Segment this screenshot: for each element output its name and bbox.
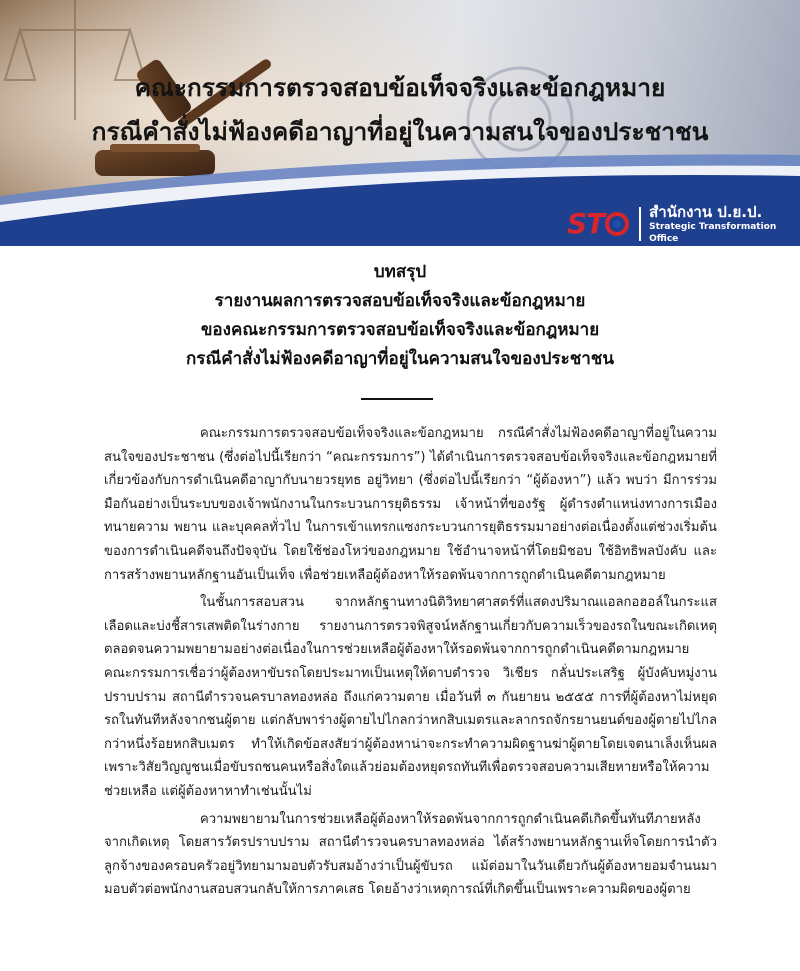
summary-heading [0, 258, 800, 374]
header-banner [0, 0, 800, 246]
summary-line3: ของคณะกรรมการตรวจสอบข้อเท็จจริงและข้อกฎหมาย [200, 320, 600, 340]
paragraph-3: ความพยายามในการช่วยเหลือผู้ต้องหาให้รอดพ้นจากการถูกดำเนินคดีเกิดขึ้นทันทีภายหลังจากเกิดเหตุ โดยสารวัตรปราบปราม สถานีตำรวจนครบาลทองหล่อ ได้สร้างพยานหลักฐานเท็จโดยการนำตัวลูกจ้างของครอบครัวอยู่วิทยามามอบตัวรับสมอ้างว่าเป็นผู้ขับรถ แม้ต่อมาในวันเดียวกันผู้ต้องหายอมจำนนมามอบตัวต่อพนักงานสอบสวนกลับให้การภาคเสธ โดยอ้างว่าเหตุการณ์ที่เกิดขึ้นเป็นเพราะความผิดของผู้ตาย [104, 811, 717, 898]
summary-line4: กรณีคำสั่งไม่ฟ้องคดีอาญาที่อยู่ในความสนใจของประชาชน [186, 349, 614, 369]
logo-divider [639, 207, 641, 241]
sto-logo-mark [567, 209, 629, 239]
org-subtitle: Strategic Transformation Office [649, 222, 777, 244]
logo-text [649, 203, 800, 245]
banner-title [0, 66, 800, 154]
banner-title-line1: คณะกรรมการตรวจสอบข้อเท็จจริงและข้อกฎหมาย [134, 73, 666, 102]
org-name: สำนักงาน ป.ย.ป. [649, 203, 763, 221]
paragraph-2: ในชั้นการสอบสวน จากหลักฐานทางนิติวิทยาศาสตร์ที่แสดงปริมาณแอลกอฮอล์ในกระแสเลือดและบ่งชี้สารเสพติดในร่างกาย รายงานการตรวจพิสูจน์หลักฐานเกี่ยวกับความเร็วของรถในขณะเกิดเหตุ ตลอดจนความพยายามอย่างต่อเนื่องในการช่วยเหลือผู้ต้องหาให้รอดพ้นจากการถูกดำเนินคดีตามกฎหมาย คณะกรรมการเชื่อว่าผู้ต้องหาขับรถโดยประมาทเป็นเหตุให้ดาบตำรวจ วิเชียร กลั่นประเสริฐ ผู้บังคับหมู่งานปราบปราม สถานีตำรวจนครบาลทองหล่อ ถึงแก่ความตาย เมื่อวันที่ ๓ กันยายน ๒๕๕๕ การที่ผู้ต้องหาไม่หยุดรถในทันทีหลังจากชนผู้ตาย แต่กลับพาร่างผู้ตายไปไกลกว่าหกสิบเมตรและลากรถจักรยานยนต์ของผู้ตายไปไกลกว่าหนึ่งร้อยหกสิบเมตร ทำให้เกิดข้อสงสัยว่าผู้ต้องหาน่าจะกระทำความผิดฐานฆ่าผู้ตายโดยเจตนาเล็งเห็นผล เพราะวิสัยวิญญูชนเมื่อขับรถชนคนหรือสิ่งใดแล้วย่อมต้องหยุดรถทันทีเพื่อตรวจสอบความเสียหายหรือให้ความช่วยเหลือ แต่ผู้ต้องหาหาทำเช่นนั้นไม่ [104, 595, 717, 799]
paragraph-1: คณะกรรมการตรวจสอบข้อเท็จจริงและข้อกฎหมาย กรณีคำสั่งไม่ฟ้องคดีอาญาที่อยู่ในความสนใจของประชาชน (ซึ่งต่อไปนี้เรียกว่า “คณะกรรมการ”) ได้ดำเนินการตรวจสอบข้อเท็จจริงและข้อกฎหมายที่เกี่ยวข้องกับการดำเนินคดีอาญากับนายวรยุทธ อยู่วิทยา (ซึ่งต่อไปนี้เรียกว่า “ผู้ต้องหา”) แล้ว พบว่า มีการร่วมมือกันอย่างเป็นระบบของเจ้าพนักงานในกระบวนการยุติธรรม เจ้าหน้าที่ของรัฐ ผู้ดำรงตำแหน่งทางการเมือง ทนายความ พยาน และบุคคลทั่วไป ในการเข้าแทรกแซงกระบวนการยุติธรรมมาอย่างต่อเนื่องตั้งแต่ช่วงเริ่มต้นของการดำเนินคดีจนถึงปัจจุบัน โดยใช้ช่องโหว่ของกฎหมาย ใช้อำนาจหน้าที่โดยมิชอบ ใช้อิทธิพลบังคับ และการสร้างพยานหลักฐานอันเป็นเท็จ เพื่อช่วยเหลือผู้ต้องหาให้รอดพ้นจากการถูกดำเนินคดีตามกฎหมาย [104, 426, 717, 583]
banner-title-line2: กรณีคำสั่งไม่ฟ้องคดีอาญาที่อยู่ในความสนใจของประชาชน [91, 117, 709, 146]
report-body [104, 422, 717, 906]
sto-logo-letters: ST [567, 207, 605, 240]
summary-line2: รายงานผลการตรวจสอบข้อเท็จจริงและข้อกฎหมาย [214, 291, 586, 311]
summary-label: บทสรุป [373, 262, 427, 282]
heading-divider [361, 398, 433, 400]
sto-logo-ring-icon [605, 212, 629, 236]
sto-logo [567, 203, 800, 245]
